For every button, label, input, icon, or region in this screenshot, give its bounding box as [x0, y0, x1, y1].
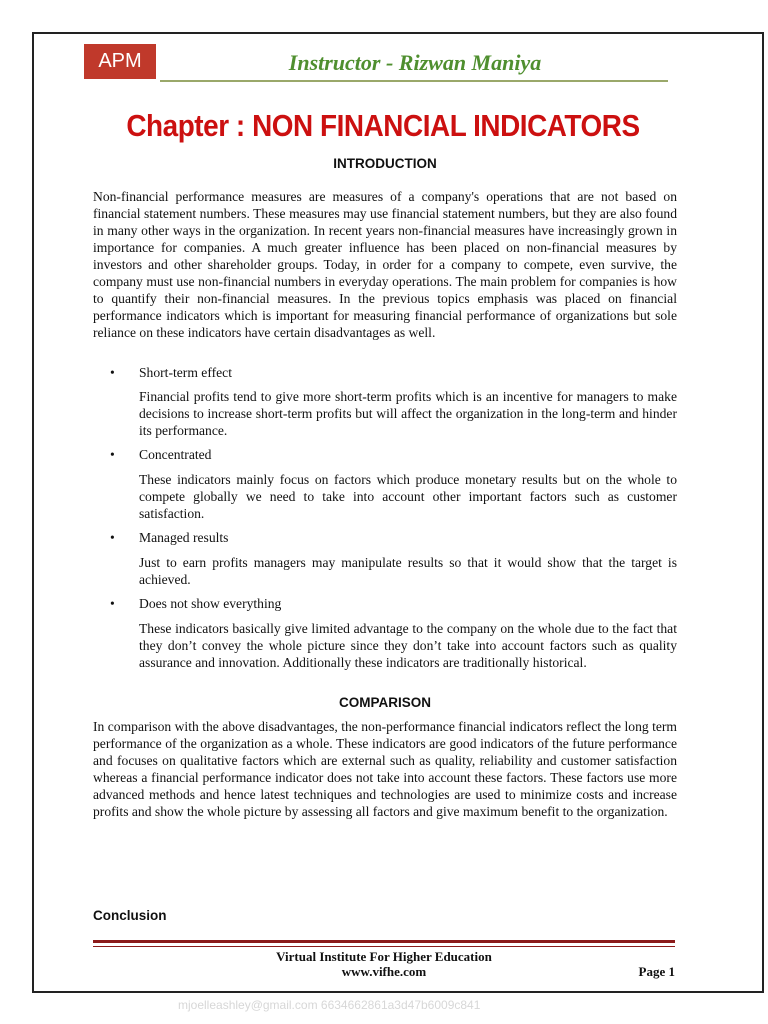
bullet-title: Short-term effect — [139, 365, 232, 380]
bullet-marker: • — [110, 530, 115, 545]
bullet-body: Just to earn profits managers may manipulate results so that it would show that the target is achieved. — [139, 555, 677, 587]
footer-rule — [93, 940, 675, 943]
bullet-item — [110, 365, 232, 381]
bullet-title: Managed results — [139, 530, 229, 545]
bullet-body: These indicators basically give limited advantage to the company on the whole due to the fact that they don’t convey the whole picture since they don’t take into account factors such as quality assurance and innovation. Additionally these indicators are traditionally historical. — [139, 621, 677, 670]
instructor-name: Instructor - Rizwan Maniya — [288, 50, 542, 75]
apm-badge: APM — [84, 44, 156, 79]
bullet-marker: • — [110, 596, 115, 611]
footer-url: www.vifhe.com — [341, 964, 427, 979]
conclusion-heading: Conclusion — [93, 908, 167, 923]
comparison-paragraph: In comparison with the above disadvantages, the non-performance financial indicators reflect the long term performance of the organization as a whole. These indicators are good indicators of the future performance and focuses on qualitative factors which are external such as quality, reliability and customer satisfaction whereas a financial performance indicator does not take into account these factors. These factors use more advanced methods and hence latest techniques and technologies are used to minimize costs and increase profits and show the whole picture by assessing all factors and give maximum benefit to the organization. — [93, 719, 677, 819]
footer-institute: Virtual Institute For Higher Education — [276, 949, 492, 964]
introduction-paragraph: Non-financial performance measures are measures of a company's operations that are not based on financial statement numbers. These measures may use financial statement numbers, but they are also found in many other ways in the organization. In recent years non-financial measures have increasingly grown in importance for companies. A much greater influence has been placed on non-financial measures by investors and other shareholder groups. Today, in order for a company to compete, even survive, the company must use non-financial numbers in everyday operations. The main problem for companies is how to quantify their non-financial measures. In the previous topics emphasis was placed on financial performance indicators which is important for measuring financial performance of organizations but sole reliance on these indicators have certain disadvantages as well. — [93, 189, 677, 340]
watermark: mjoelleashley@gmail.com 6634662861a3d47b6009c841 — [178, 998, 481, 1012]
bullet-body: Financial profits tend to give more short-term profits which is an incentive for managers to make decisions to increase short-term profits but will affect the organization in the long-term and hinder its performance. — [139, 389, 677, 438]
comparison-heading: COMPARISON — [338, 695, 431, 710]
bullet-item — [110, 447, 211, 463]
bullet-marker: • — [110, 365, 115, 380]
chapter-title: Chapter : NON FINANCIAL INDICATORS — [126, 108, 640, 143]
header-divider — [160, 80, 668, 82]
bullet-title: Concentrated — [139, 447, 212, 462]
bullet-item — [110, 530, 228, 546]
footer-rule-thin — [93, 946, 675, 947]
page-number: Page 1 — [638, 964, 675, 979]
bullet-title: Does not show everything — [139, 596, 282, 611]
bullet-marker: • — [110, 447, 115, 462]
introduction-heading: INTRODUCTION — [333, 156, 437, 171]
bullet-item — [110, 596, 281, 612]
bullet-body: These indicators mainly focus on factors which produce monetary results but on the whole to compete globally we need to take into account other important factors such as customer satisfaction. — [139, 472, 677, 521]
